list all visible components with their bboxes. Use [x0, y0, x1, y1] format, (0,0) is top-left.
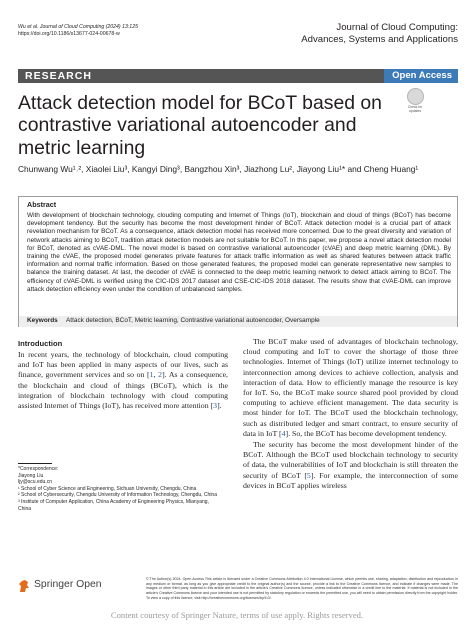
footnote-divider [18, 463, 52, 464]
body-text-part: The BCoT make used of advantages of blockchain technology, cloud computing and IoT to cover the shortage of those three technologies. Internet of Things (IoT) utilize internet technology to interconnection among devices to achieve collection, analysis and interaction of data. How to efficiently manage the resource is key for IoT. So, the BCoT make source shared pool provided by cloud computing to achieve efficient management. The data security is most hinder for IoT. The BCoT used the blockchain technology, such as distributed ledger and smart contract, to ensure security of data in IoT [ [243, 337, 458, 438]
citation-link[interactable]: 1 [149, 370, 154, 380]
body-text-part: The security has become the most development hinder of the BCoT. Although the BCoT used blockchain technology to security of data, the vulnerabilities of IoT and blockchain is still threaten the security of BCoT [ [243, 440, 458, 480]
citation-link[interactable]: 4 [281, 428, 286, 438]
springer-horse-icon [18, 579, 30, 593]
keywords-heading: Keywords [27, 317, 58, 324]
journal-name [248, 22, 458, 45]
intro-text-part: ]. As a consequence, the blockchain and cloud of things (BCoT), which is the integration of blockchain technology with cloud computing assisted Internet of Things (IoT), has received more attention [ [18, 370, 228, 411]
journal-name-line1: Journal of Cloud Computing: [336, 22, 458, 33]
affiliation-2: ² School of Cybersecurity, Chengdu University of Information Technology, Chengdu, China [18, 492, 217, 499]
journal-name-line2: Advances, Systems and Applications [301, 33, 458, 45]
body-text-part: ]. So, the BCoT has become development tendency. [285, 428, 447, 438]
body-text-part: ]. For example, the interconnection of some devices in BCoT applies wireless [243, 470, 458, 490]
correspondence-block [18, 466, 218, 512]
body-paragraph [243, 440, 458, 491]
abstract-text: With development of blockchain technology, clouding computing and Internet of Things (IoT), blockchain and cloud of things (BCoT) has become development tendency. But the security has become the most development hinder of BCoT. Attack detection model is a crucial part of attack revelation mechanism for BCoT. As a consequence, attack detection model has received more concerned. Due to the great diversity and variation of network attacks aiming to BCoT, tradition attack detection models are not suitable for BCoT. In this paper, we propose a novel attack detection model for BCoT, denoted as cVAE-DML. The novel model is based on contrastive variational autoencoder (cVAE) and deep metric learning (DML). By training the cVAE, the proposed model generates private features for attack traffic information as well as shared features between attack traffic information and normal traffic information. Based on those generated features, the proposed model can generate representative new samples to balance the training dataset. At last, the decoder of cVAE is connected to the deep metric learning network to detect attack aiming to BCoT. The efficiency of cVAE-DML is verified using the CIC-IDS 2017 dataset and CSE-CIC-IDS 2018 dataset. The results show that cVAE-DML can improve attack detection efficiency even under the condition of unbalanced samples. [27, 212, 451, 293]
introduction-heading: Introduction [18, 339, 63, 348]
citation-link[interactable]: 3 [213, 401, 218, 411]
springer-open-label: Springer Open [34, 579, 102, 590]
author-list: Chunwang Wu¹˒², Xiaolei Liu³, Kangyi Ding³, Bangzhou Xin³, Jiazhong Lu², Jiayong Liu¹* and Cheng Huang¹ [18, 164, 419, 174]
citation-link[interactable]: 5 [306, 470, 311, 480]
keywords-bar [19, 316, 457, 327]
article-type-label: RESEARCH [25, 70, 92, 82]
citation: Wu et al. Journal of Cloud Computing (2024) 13:125 [18, 24, 138, 30]
crossmark-icon [407, 88, 424, 105]
check-for-updates-button[interactable] [404, 88, 426, 116]
running-header [18, 24, 138, 38]
article-type-banner [18, 69, 458, 83]
intro-text-part: ]. [217, 401, 222, 411]
citation-link[interactable]: 2 [158, 370, 163, 380]
correspondence-email[interactable]: ljy@scu.edu.cn [18, 479, 52, 486]
affiliation-1: ¹ School of Cyber Science and Engineering, Sichuan University, Chengdu, China [18, 485, 197, 492]
courtesy-footer: Content courtesy of Springer Nature, terms of use apply. Rights reserved. [110, 610, 364, 620]
body-right-column [243, 337, 458, 491]
doi-link[interactable]: https://doi.org/10.1186/s13677-024-00678-w [18, 31, 120, 37]
correspondence-name: Jiayong Liu [18, 472, 44, 479]
keywords-list: Attack detection, BCoT, Metric learning, Contrastive variational autoencoder, Oversample [66, 317, 320, 324]
abstract-box [18, 196, 458, 327]
intro-text-part: In recent years, the technology of blockchain, cloud computing and IoT has been applied in many aspects of our lives, such as finance, government services and so on [ [18, 350, 228, 380]
intro-text-separator: , [153, 370, 159, 380]
correspondence-label: *Correspondence: [18, 466, 59, 472]
body-paragraph [243, 337, 458, 439]
check-for-updates-label: Check for updates [407, 105, 423, 113]
springer-open-logo [18, 578, 138, 594]
article-title: Attack detection model for BCoT based on contrastive variational autoencoder and metric learning [18, 92, 382, 159]
affiliation-3: ³ Institute of Computer Application, China Academy of Engineering Physics, Mianyang, China [18, 498, 209, 512]
license-text: © The Author(s) 2024. Open Access This article is licensed under a Creative Commons Attribution 4.0 International License, which permits use, sharing, adaptation, distribution and reproduction in any medium or format, as long as you give appropriate credit to the original author(s) and the source, provide a link to the Creative Commons licence, and indicate if changes were made. The images or other third party material in this article are included in the article's Creative Commons licence, unless indicated otherwise in a credit line to the material. If material is not included in the article's Creative Commons licence and your intended use is not permitted by statutory regulation or exceeds the permitted use, you will need to obtain permission directly from the copyright holder. To view a copy of this licence, visit http://creativecommons.org/licenses/by/4.0/. [146, 577, 458, 600]
abstract-heading: Abstract [27, 200, 57, 209]
open-access-badge: Open Access [384, 69, 458, 83]
introduction-paragraph [18, 350, 228, 411]
